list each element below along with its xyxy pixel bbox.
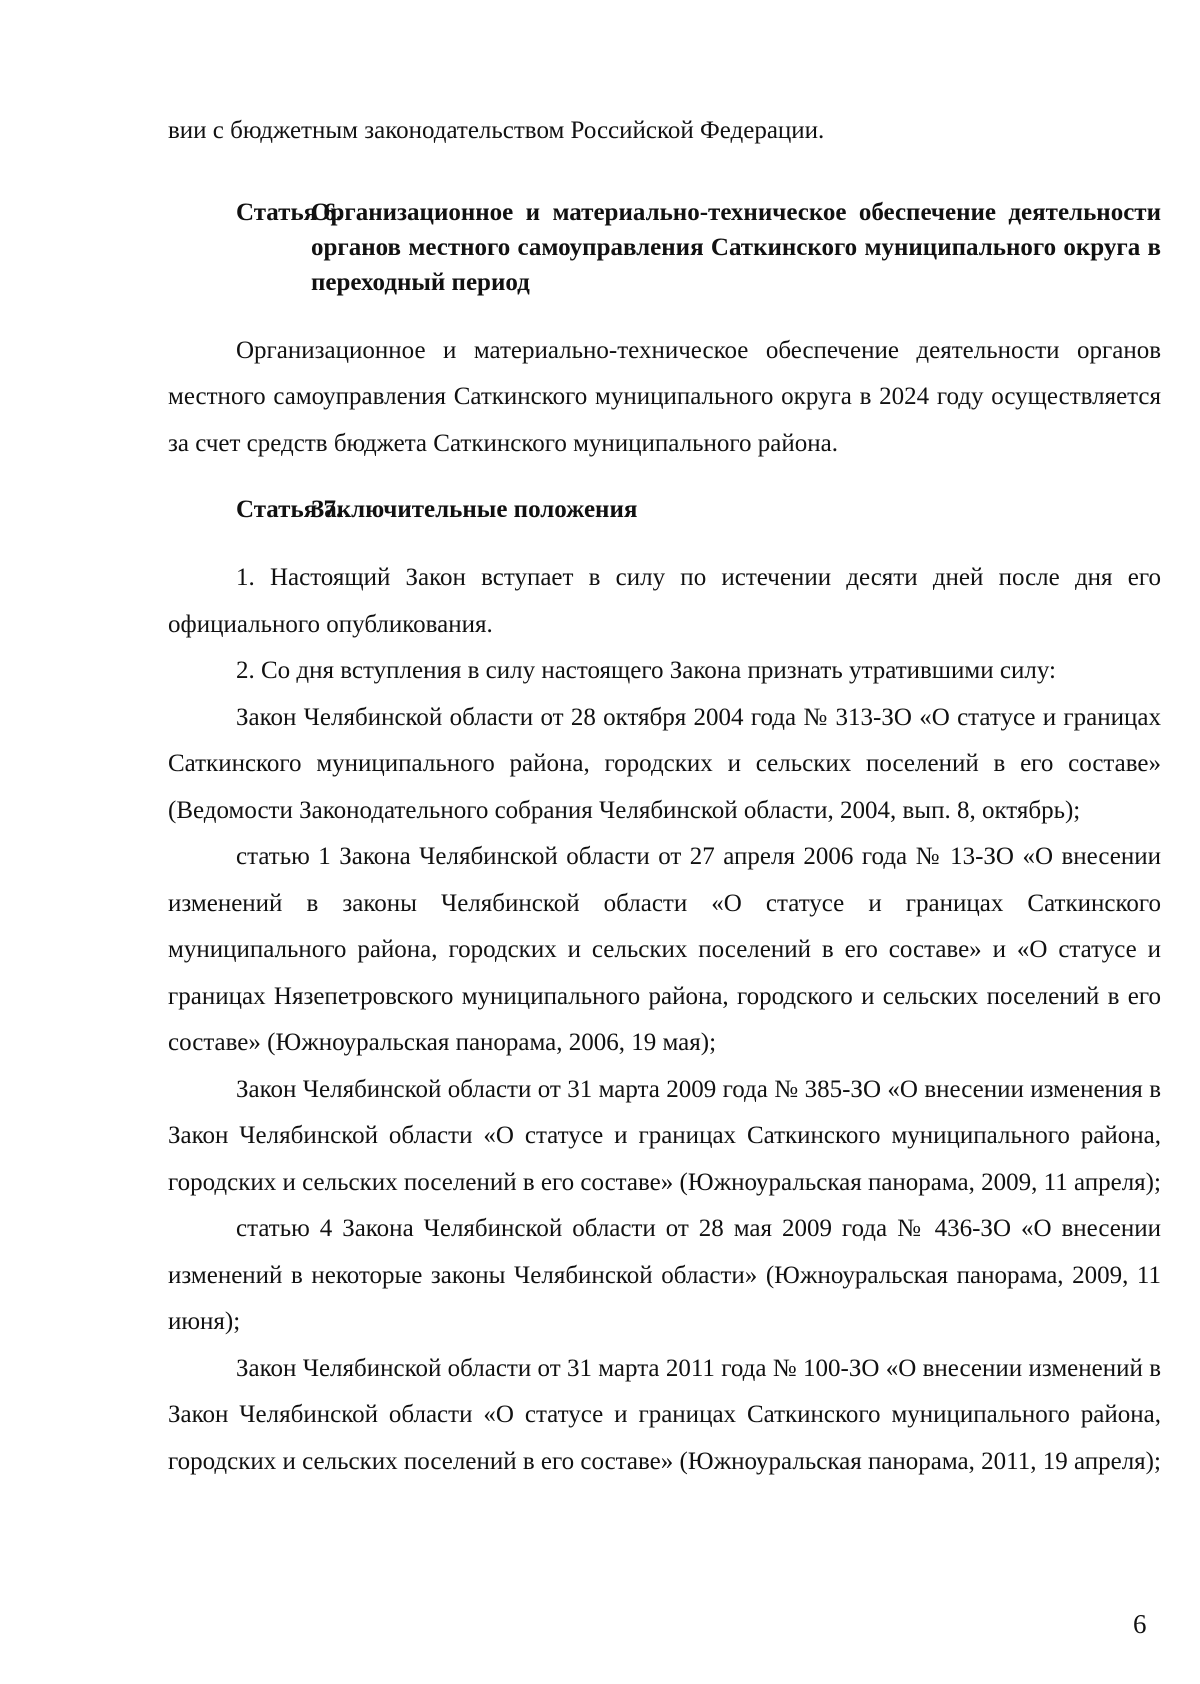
article-7-paragraph: Закон Челябинской области от 31 марта 2009 года № 385-ЗО «О внесении изменения в Закон Челябинской области «О статусе и границах Саткинского муниципального района, городских и сельских поселений в его составе» (Южноуральская панорама, 2009, 11 апреля);: [168, 1075, 1161, 1196]
article-7-title: Заключительные положения: [311, 496, 638, 523]
article-6-title: Организационное и материально-техническое обеспечение деятельности органов местного самоуправления Саткинского муниципального округа в переходный период: [311, 198, 1161, 296]
page-number: 6: [1133, 1609, 1147, 1639]
article-6-heading: [168, 195, 1161, 300]
article-7-paragraph: 2. Со дня вступления в силу настоящего Закона признать утратившими силу:: [236, 657, 1056, 684]
article-6-number: Статья 6.: [236, 198, 343, 226]
article-7-paragraph: 1. Настоящий Закон вступает в силу по истечении десяти дней после дня его официального опубликования.: [168, 564, 1161, 638]
article-7-paragraph: Закон Челябинской области от 28 октября 2004 года № 313-ЗО «О статусе и границах Саткинского муниципального района, городских и сельских поселений в его составе» (Ведомости Законодательного собрания Челябинской области, 2004, вып. 8, октябрь);: [168, 703, 1161, 824]
article-7-paragraph: Закон Челябинской области от 31 марта 2011 года № 100-ЗО «О внесении изменений в Закон Челябинской области «О статусе и границах Саткинского муниципального района, городских и сельских поселений в его составе» (Южноуральская панорама, 2011, 19 апреля);: [168, 1354, 1161, 1475]
document-body: [168, 108, 1161, 1485]
article-6-body: Организационное и материально-техническое обеспечение деятельности органов местного самоуправления Саткинского муниципального округа в 2024 году осуществляется за счет средств бюджета Саткинского муниципального района.: [168, 336, 1161, 457]
article-7-number: Статья 7.: [236, 496, 343, 523]
article-7-paragraph: статью 1 Закона Челябинской области от 27 апреля 2006 года № 13-ЗО «О внесении изменений в законы Челябинской области «О статусе и границах Саткинского муниципального района, городских и сельских поселений в его составе» и «О статусе и границах Нязепетровского муниципального района, городского и сельских поселений в его составе» (Южноуральская панорама, 2006, 19 мая);: [168, 843, 1161, 1056]
article-7-paragraph: статью 4 Закона Челябинской области от 28 мая 2009 года № 436-ЗО «О внесении изменений в некоторые законы Челябинской области» (Южноуральская панорама, 2009, 11 июня);: [168, 1215, 1161, 1335]
intro-text: вии с бюджетным законодательством Российской Федерации.: [168, 117, 825, 144]
article-7-heading: [168, 492, 1161, 527]
